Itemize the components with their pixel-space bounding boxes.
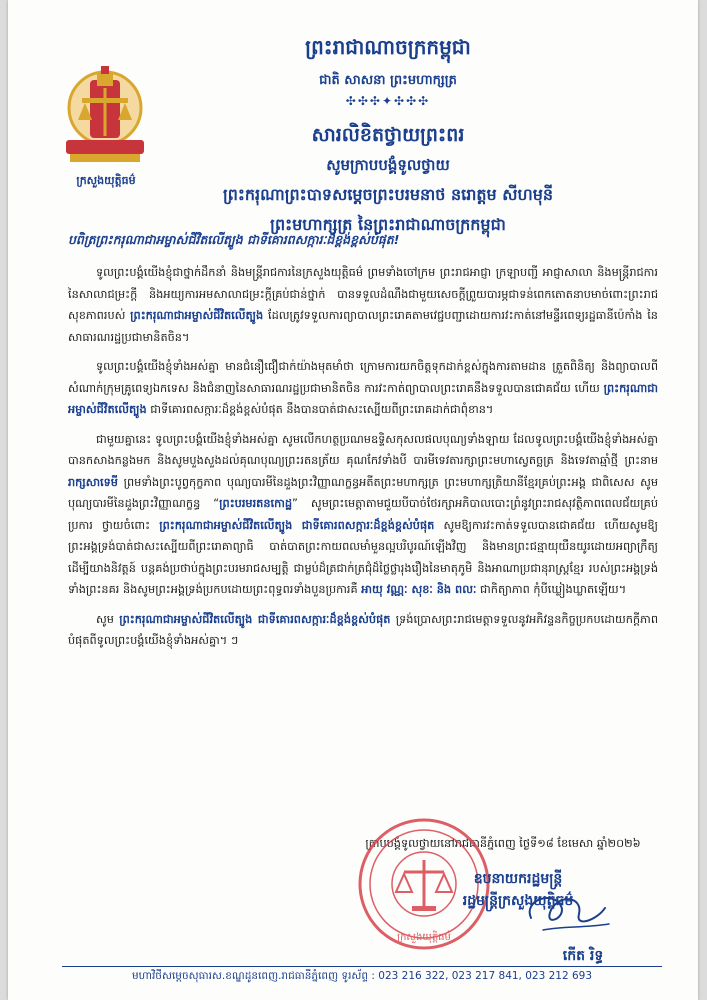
text-run: ទ្រង់ប្រោសព្រះរាជមេត្តាទទួលនូវអភិវន្ទនកិច្ចប្រកបដោយកក្តីភាពបំផុតពីទូលព្រះបង្គំយើងខ្ញុំទាំងអស់គ្នា។ ៗ bbox=[68, 612, 658, 647]
seal-text: ក្រសួងយុត្តិធម៌ bbox=[397, 932, 451, 943]
salutation: បពិត្រព្រះករុណាជាអម្ចាស់ជីវិតលើត្បូង ជាទីគោរពសក្ការៈដ៏ខ្ពង់ខ្ពស់បំផុត! bbox=[68, 232, 400, 247]
signer-title-2: រដ្ឋមន្ត្រីក្រសួងយុត្តិធម៌ bbox=[462, 893, 574, 909]
letter-subtitle: សូមក្រាបបង្គំទូលថ្វាយ bbox=[326, 156, 450, 174]
footer-address: មហាវិថីសម្តេចសុធារស.ខណ្ឌដូនពេញ.រាជធានីភ្នំពេញ ទូរស័ព្ទ : 023 216 322, 023 217 841, 023 212 693 bbox=[131, 970, 593, 982]
ministry-emblem-icon bbox=[60, 58, 150, 168]
text-run: ជាមួយគ្នានេះ ទូលព្រះបង្គំយើងខ្ញុំទាំងអស់គ្នា សូមលើកហត្ថប្រណមឧទ្ទិសកុសលផលបុណ្យទាំងឡាយ ដែលទូលព្រះបង្គំយើងខ្ញុំទាំងអស់គ្នាបានកសាងកន្លងមក និងសូមបួងសួងដល់គុណបុណ្យព្រះរតនត្រ័យ គុណកែវទាំងបី បារមីទេវតារក្សាព្រះមហាស្វេតច្ឆត្រ និងទេវតាឆ្មាំថ្មី ព្រះនាម bbox=[68, 432, 658, 467]
footer-divider bbox=[62, 966, 662, 967]
addressee-name: ព្រះករុណាព្រះបាទសម្តេចព្រះបរមនាថ នរោត្តម សីហមុនី bbox=[222, 185, 554, 204]
text-run: ” សូមព្រះមេត្តាតាមជួយបីបាច់ថែរក្សាអភិបាលបោះព្រំនូវព្រះរាជសុវត្ថិភាពពេលជ័យគ្រប់ប្រការ ថ្វាយចំពោះ bbox=[68, 497, 659, 532]
paragraph-1 bbox=[68, 262, 658, 348]
text-run: ព្រះករុណាជាអម្ចាស់ជីវិតលើត្បូង ជាទីគោរពសក្ការៈដ៏ខ្ពង់ខ្ពស់បំផុត bbox=[119, 612, 391, 626]
text-run: ព្រះករុណាជាអម្ចាស់ជីវិតលើត្បូង ជាទីគោរពសក្ការៈដ៏ខ្ពង់ខ្ពស់បំផុត bbox=[159, 518, 435, 532]
text-run: សូមឱ្យការវះកាត់ទទួលបានជោគជ័យ ហើយសូមឱ្យព្រះអង្គទ្រង់បាត់ជាសះស្បើយពីព្រះរោគាព្យាធិ បាត់បាតព្រះកាយពលមាំមួនល្អបរិបូរណ៍ឡើងវិញ និងមានព្រះជន្មាយុយឺនយូរដោយអព្យាក្រឹត្យ ដើម្បីយាងនិវត្តន៍ បន្តគង់ប្រថាប់ក្នុងព្រះបរមរាជសម្បត្តិ ជាម្លប់ដ៏ត្រជាក់ត្រជុំដ៏ថ្លៃថ្លារុងរឿងនៃមាតុភូមិ និងអាណាប្រជានុរាស្រ្តខ្មែរ របស់ព្រះអង្គទ្រង់ទាំងព្រះនគរ និងសូមព្រះអង្គទ្រង់ប្រកបដោយព្រះពុទ្ធពរទាំងបួនប្រការគឺ bbox=[68, 518, 658, 596]
ministry-label: ក្រសួងយុត្តិធម៌ bbox=[76, 174, 136, 187]
text-run: ព្រះករុណាជាអម្ចាស់ជីវិតលើត្បូង bbox=[130, 309, 264, 322]
paragraph-4 bbox=[68, 609, 658, 652]
national-motto: ជាតិ សាសនា ព្រះមហាក្សត្រ bbox=[319, 73, 457, 88]
letter-body bbox=[68, 262, 658, 660]
handwritten-signature-icon bbox=[513, 880, 623, 940]
kingdom-name: ព្រះរាជាណាចក្រកម្ពុជា bbox=[305, 35, 471, 59]
paragraph-3 bbox=[68, 429, 658, 601]
text-run: សូម bbox=[96, 612, 120, 626]
text-run: ទូលព្រះបង្គំយើងខ្ញុំទាំងអស់គ្នា មានជំនឿជឿជាក់យ៉ាងមុតមាំថា ក្រោមការយកចិត្តទុកដាក់ខ្ពស់ក្នុងការតាមដាន ត្រួតពិនិត្យ និងព្យាបាលពីសំណាក់ក្រុមគ្រូពេទ្យឯកទេស និងជំនាញនៃសាធារណរដ្ឋប្រជាមានិតចិន ការវះកាត់ព្យាបាលព្រះរោគនឹងទទួលបានជោគជ័យ ហើយ bbox=[68, 360, 658, 395]
text-run: ទូលព្រះបង្គំយើងខ្ញុំជាថ្នាក់ដឹកនាំ និងមន្ត្រីរាជការនៃក្រសួងយុត្តិធម៌ ព្រមទាំងចៅក្រម ព្រះរាជអាជ្ញា ក្រឡាបញ្ជី អាជ្ញាសាលា និងមន្ត្រីរាជការនៃសាលាជម្រះក្តី និងអយ្យការអមសាលាជម្រះក្តីគ្រប់ជាន់ថ្នាក់ បានទទួលដំណឹងជាមួយសេចក្តីព្រួយបារម្ភជាទន់ពេកតោតនាបមាច់ពោះព្រះរាជសុខភាពរបស់ bbox=[68, 266, 658, 322]
text-run: អាយុ វណ្ណៈ សុខៈ និង ពលៈ bbox=[361, 583, 477, 596]
text-run: រាក្សសាទេមី bbox=[68, 475, 118, 489]
text-run: ព្រមទាំងព្រះបូព្វកុក្ខភាព បុណ្យបារមីនៃដួងព្រះវិញ្ញាណក្ខន្ធអតីតព្រះមហាក្សត្រ ព្រះមហាក្សត្រិយានីខ្មែរគ្រប់ព្រះអង្គ ជាពិសេស សូមបុណ្យបារមីនៃដួងព្រះវិញ្ញាណក្ខន្ធ “ bbox=[68, 475, 658, 510]
text-run: ព្រះបរមរតនកោដ្ឋ bbox=[219, 497, 293, 510]
date-line: ក្រាបបង្គំទូលថ្វាយនៅរាជធានីភ្នំពេញ ថ្ងៃទី១៨ ខែមេសា ឆ្នាំ២០២៦ bbox=[365, 837, 641, 850]
signer-title-1: ឧបនាយករដ្ឋមន្ត្រី bbox=[473, 871, 563, 887]
text-run: ដែលត្រូវទទួលការព្យាបាលព្រះរោគតាមវេជ្ជបញ្ជាដោយការវះកាត់នៅមន្ទីរពេទ្យរដ្ឋធានីប៉េកាំង នៃសាធារណរដ្ឋប្រជាមានិតចិន។ bbox=[68, 309, 658, 344]
letter-page bbox=[8, 0, 698, 1000]
paragraph-2 bbox=[68, 356, 658, 421]
text-run: ជាកិត្យាភាព កុំបីឃ្លៀងឃ្លាតឡើយ។ bbox=[476, 583, 627, 596]
addressee-title: ព្រះមហាក្សត្រ នៃព្រះរាជាណាចក្រកម្ពុជា bbox=[270, 215, 506, 234]
signer-name: កើត រិទ្ធ bbox=[562, 948, 604, 964]
ornament-divider: ✣✣✣✦✣✣✣ bbox=[345, 94, 431, 108]
text-run: ជាទីគោរពសក្ការៈដ៏ខ្ពង់ខ្ពស់បំផុត នឹងបានបាត់ជាសះស្បើយពីព្រះរោគដាក់ជាពុំខាន។ bbox=[146, 403, 494, 416]
letter-title: សារលិខិតថ្វាយព្រះពរ bbox=[311, 124, 465, 146]
letter-title-block bbox=[138, 120, 638, 240]
text-run: ព្រះករុណាជាអម្ចាស់ជីវិតលើត្បូង bbox=[68, 381, 658, 416]
